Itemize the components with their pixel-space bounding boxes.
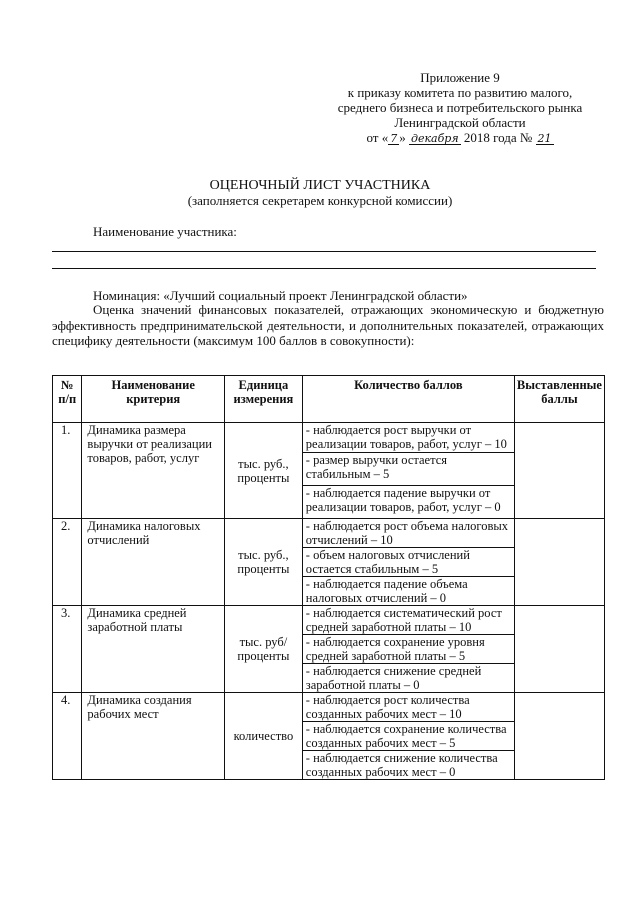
row-criterion: Динамика создания рабочих мест — [82, 693, 225, 780]
header-scores: Количество баллов — [302, 376, 514, 423]
header-assigned: Выставленные баллы — [514, 376, 604, 423]
score-option: - размер выручки остается стабильным – 5 — [302, 453, 514, 486]
assigned-score-cell[interactable] — [514, 693, 604, 780]
score-option: - наблюдается сохранение количества созданных рабочих мест – 5 — [302, 722, 514, 751]
header-criterion: Наименование критерия — [82, 376, 225, 423]
score-option: - наблюдается рост количества созданных рабочих мест – 10 — [302, 693, 514, 722]
participant-name-line-2[interactable] — [52, 268, 596, 269]
description: Оценка значений финансовых показателей, отражающих экономическую и бюджетную эффективность предпринимательской деятельности, и дополнительных показателей, отражающих специфику деятельности (максимум 100 баллов в совокупности): — [52, 302, 604, 348]
appendix-committee: среднего бизнеса и потребительского рынка — [337, 100, 583, 115]
score-option: - наблюдается падение выручки от реализации товаров, работ, услуг – 0 — [302, 486, 514, 519]
appendix-header — [330, 70, 590, 145]
row-unit: количество — [225, 693, 303, 780]
row-num: 1. — [53, 423, 82, 519]
appendix-region: Ленинградской области — [394, 115, 526, 130]
row-criterion: Динамика средней заработной платы — [82, 606, 225, 693]
date-month: декабря — [410, 132, 459, 145]
score-option: - наблюдается снижение количества созданных рабочих мест – 0 — [302, 751, 514, 780]
appendix-title: Приложение 9 — [420, 70, 500, 85]
date-year: 2018 года № — [463, 130, 533, 145]
table-row — [53, 606, 605, 635]
date-prefix: от « — [366, 130, 389, 145]
score-option: - наблюдается рост объема налоговых отчислений – 10 — [302, 519, 514, 548]
table-row — [53, 693, 605, 722]
date-day: 7 — [390, 132, 398, 145]
participant-label: Наименование участника: — [93, 224, 237, 239]
row-num: 3. — [53, 606, 82, 693]
participant-name-line[interactable] — [52, 251, 596, 252]
row-num: 4. — [53, 693, 82, 780]
appendix-order: к приказу комитета по развитию малого, — [347, 85, 573, 100]
row-num: 2. — [53, 519, 82, 606]
row-unit: тыс. руб., проценты — [225, 423, 303, 519]
score-option: - наблюдается рост выручки от реализации товаров, работ, услуг – 10 — [302, 423, 514, 453]
score-option: - объем налоговых отчислений остается стабильным – 5 — [302, 548, 514, 577]
page-title: ОЦЕНОЧНЫЙ ЛИСТ УЧАСТНИКА — [209, 178, 431, 193]
appendix-date — [330, 130, 590, 145]
score-option: - наблюдается систематический рост средней заработной платы – 10 — [302, 606, 514, 635]
table-header — [53, 376, 605, 423]
assigned-score-cell[interactable] — [514, 519, 604, 606]
date-mid: » — [399, 130, 406, 145]
page-subtitle: (заполняется секретарем конкурсной комиссии) — [187, 193, 453, 208]
table-row — [53, 519, 605, 548]
score-option: - наблюдается падение объема налоговых отчислений – 0 — [302, 577, 514, 606]
assigned-score-cell[interactable] — [514, 423, 604, 519]
order-number: 21 — [537, 132, 552, 145]
row-criterion: Динамика размера выручки от реализации товаров, работ, услуг — [82, 423, 225, 519]
assigned-score-cell[interactable] — [514, 606, 604, 693]
nomination: Номинация: «Лучший социальный проект Ленинградской области» — [93, 288, 468, 303]
row-unit: тыс. руб/ проценты — [225, 606, 303, 693]
score-option: - наблюдается снижение средней заработной платы – 0 — [302, 664, 514, 693]
header-num: № п/п — [53, 376, 82, 423]
score-option: - наблюдается сохранение уровня средней заработной платы – 5 — [302, 635, 514, 664]
row-criterion: Динамика налоговых отчислений — [82, 519, 225, 606]
scoring-table — [52, 375, 605, 780]
header-unit: Единица измерения — [225, 376, 303, 423]
table-row — [53, 423, 605, 453]
row-unit: тыс. руб., проценты — [225, 519, 303, 606]
